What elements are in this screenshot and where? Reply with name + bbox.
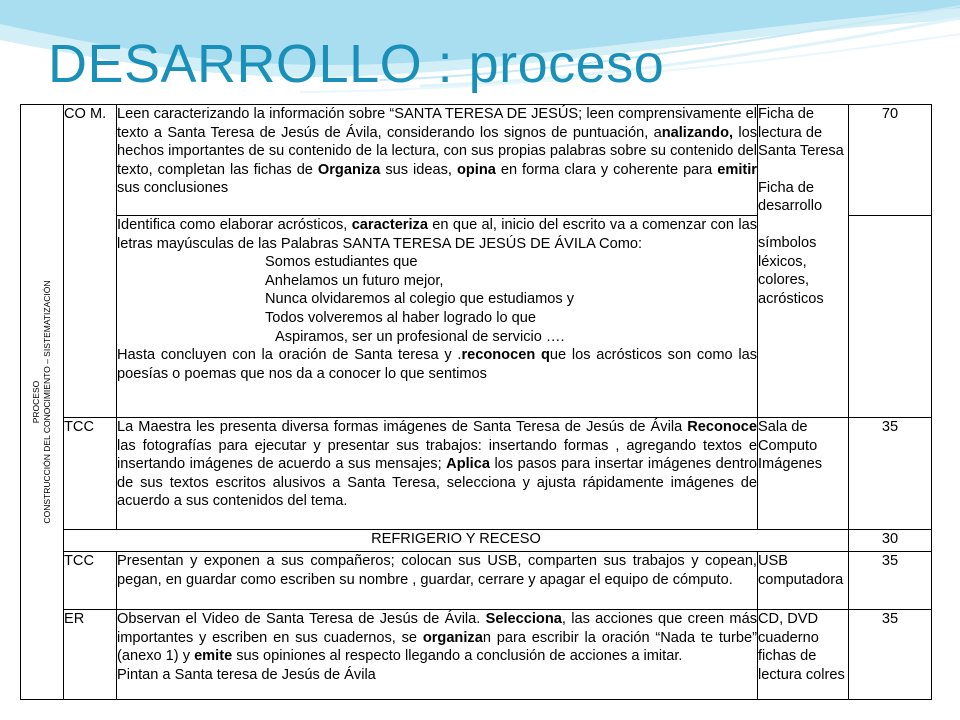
time-cell: 35 xyxy=(849,552,932,610)
strategy-code-cell: TCC xyxy=(64,418,117,530)
acrostic-line: Aspiramos, ser un profesional de servicio …. xyxy=(275,328,565,345)
activity-cell: Observan el Video de Santa Teresa de Jesús de Ávila. Selecciona, las acciones que creen más importantes y escriben en sus cuadernos, se organizan para escribir la oración “Nada te turbe” (anexo 1) y emite sus opiniones al respecto llegando a conclusión de acciones a imitar. Pintan a Santa teresa de Jesús de Ávila xyxy=(117,610,758,700)
strategy-code-cell: ER xyxy=(64,610,117,700)
acrostic-line: Nunca olvidaremos al colegio que estudiamos y xyxy=(265,291,575,308)
resources-cell: USB computadora xyxy=(758,552,849,610)
time-cell: 30 xyxy=(849,530,932,552)
resource-item: símbolos léxicos, colores, acrósticos xyxy=(758,234,824,307)
phase-label-line2: CONSTRUCCIÓN DEL CONOCIMIENTO – SISTEMATIZACIÓN xyxy=(42,280,52,524)
resources-cell: CD, DVD cuaderno fichas de lectura colres xyxy=(758,610,849,700)
phase-label-line1: PROCESO xyxy=(31,380,41,424)
activity-cell: Leen caracterizando la información sobre “SANTA TERESA DE JESÚS; leen comprensivamente el texto a Santa Teresa de Jesús de Ávila, considerando los signos de puntuación, analizando, los hechos importantes de su contenido de la lectura, con sus propias palabras sobre su contenido del texto, completan las fichas de Organiza sus ideas, opina en forma clara y coherente para emitir sus conclusiones xyxy=(117,105,758,216)
activity-cell: La Maestra les presenta diversa formas imágenes de Santa Teresa de Jesús de Ávila Reconoce las fotografías para ejecutar y presentar sus trabajos: insertando formas , agregando textos e insertando imágenes de acuerdo a sus mensajes; Aplica los pasos para insertar imágenes dentro de sus textos escritos alusivos a Santa Teresa, selecciona y ajusta rápidamente imágenes de acuerdo a sus contenidos del tema. xyxy=(117,418,758,530)
slide-title: DESARROLLO : proceso xyxy=(48,34,665,94)
time-cell: 70 xyxy=(849,105,932,216)
time-cell-empty xyxy=(849,216,932,418)
time-cell: 35 xyxy=(849,418,932,530)
activity-table xyxy=(20,104,932,700)
acrostic-line: Somos estudiantes que xyxy=(265,254,418,271)
acrostic-line: Todos volveremos al haber logrado lo que xyxy=(265,309,536,326)
activity-cell: Identifica como elaborar acrósticos, caracteriza en que al, inicio del escrito va a comenzar con las letras mayúsculas de las Palabras SANTA TERESA DE JESÚS DE ÁVILA Como: Somos estudiantes que Anhelamos un futuro mejor, Nunca olvidaremos al colegio que estudiamos y Todos volveremos al haber logrado lo que Aspiramos, ser un profesional de servicio …. Hasta concluyen con la oración de Santa teresa y .reconocen que los acrósticos son como las poesías o poemas que nos da a conocer lo que sentimos xyxy=(117,216,758,418)
resource-item: Ficha de lectura de Santa Teresa xyxy=(758,106,844,160)
time-cell: 35 xyxy=(849,610,932,700)
break-label: REFRIGERIO Y RECESO xyxy=(64,530,849,552)
activity-last-line: Pintan a Santa teresa de Jesús de Ávila xyxy=(117,666,376,683)
activity-cell: Presentan y exponen a sus compañeros; colocan sus USB, comparten sus trabajos y copean, pegan, en guardar como escriben su nombre , guardar, cerrare y apagar el equipo de cómputo. xyxy=(117,552,758,610)
strategy-code-cell: TCC xyxy=(64,552,117,610)
resource-item: Ficha de desarrollo xyxy=(758,179,823,215)
resources-cell xyxy=(758,105,849,418)
acrostic-line: Anhelamos un futuro mejor, xyxy=(265,272,444,289)
resources-cell: Sala de Computo Imágenes xyxy=(758,418,849,530)
phase-label-cell xyxy=(21,105,64,700)
strategy-code-cell: CO M. xyxy=(64,105,117,418)
phase-label xyxy=(31,280,53,523)
